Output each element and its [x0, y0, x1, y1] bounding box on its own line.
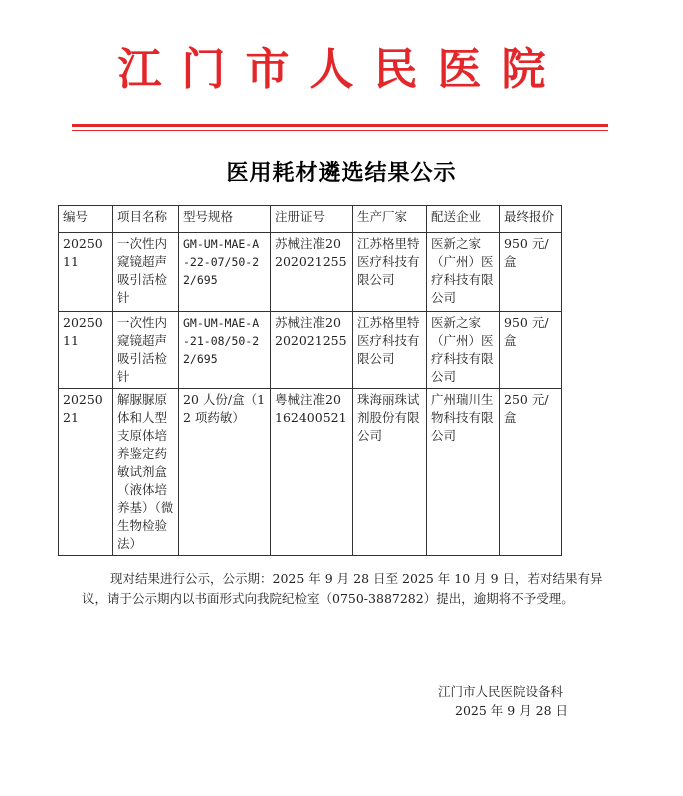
cell-manufacturer: 江苏格里特医疗科技有限公司	[353, 233, 427, 312]
header-id: 编号	[59, 206, 113, 233]
cell-model: GM-UM-MAE-A-22-07/50-22/695	[179, 233, 271, 312]
cell-id: 2025011	[59, 312, 113, 389]
cell-name: 一次性内窥镜超声吸引活检针	[113, 312, 179, 389]
cell-distributor: 医新之家（广州）医疗科技有限公司	[427, 233, 500, 312]
results-table	[58, 205, 562, 556]
table-row	[59, 312, 562, 389]
header-distributor: 配送企业	[427, 206, 500, 233]
cell-name: 解脲脲原体和人型支原体培养鉴定药敏试剂盒（液体培养基）（微生物检验法）	[113, 389, 179, 556]
cell-price: 950 元/盒	[500, 312, 562, 389]
cell-price: 950 元/盒	[500, 233, 562, 312]
header-manufacturer: 生产厂家	[353, 206, 427, 233]
cell-model: GM-UM-MAE-A-21-08/50-22/695	[179, 312, 271, 389]
hospital-masthead: 江门市人民医院	[117, 44, 566, 95]
table-row	[59, 389, 562, 556]
cell-distributor: 医新之家（广州）医疗科技有限公司	[427, 312, 500, 389]
signature-department: 江门市人民医院设备科	[438, 684, 564, 699]
signature-date: 2025 年 9 月 28 日	[455, 703, 569, 718]
cell-registration: 苏械注准20202021255	[271, 233, 353, 312]
cell-registration: 苏械注准20202021255	[271, 312, 353, 389]
header-model: 型号规格	[179, 206, 271, 233]
table-row	[59, 233, 562, 312]
header-price: 最终报价	[500, 206, 562, 233]
notice-paragraph: 现对结果进行公示，公示期：2025 年 9 月 28 日至 2025 年 10 月 9 日，若对结果有异议，请于公示期内以书面形式向我院纪检室（0750-3887282）提出，逾期将不予受理。	[82, 571, 603, 606]
cell-model: 20 人份/盒（12 项药敏）	[179, 389, 271, 556]
cell-registration: 粤械注准20162400521	[271, 389, 353, 556]
masthead-rule-thin	[72, 130, 608, 131]
cell-price: 250 元/盒	[500, 389, 562, 556]
masthead-rule-thick	[72, 124, 608, 127]
table-header-row	[59, 206, 562, 233]
cell-name: 一次性内窥镜超声吸引活检针	[113, 233, 179, 312]
cell-distributor: 广州瑞川生物科技有限公司	[427, 389, 500, 556]
cell-id: 2025011	[59, 233, 113, 312]
header-registration: 注册证号	[271, 206, 353, 233]
document-title: 医用耗材遴选结果公示	[226, 160, 457, 186]
cell-id: 2025021	[59, 389, 113, 556]
cell-manufacturer: 珠海丽珠试剂股份有限公司	[353, 389, 427, 556]
header-name: 项目名称	[113, 206, 179, 233]
cell-manufacturer: 江苏格里特医疗科技有限公司	[353, 312, 427, 389]
